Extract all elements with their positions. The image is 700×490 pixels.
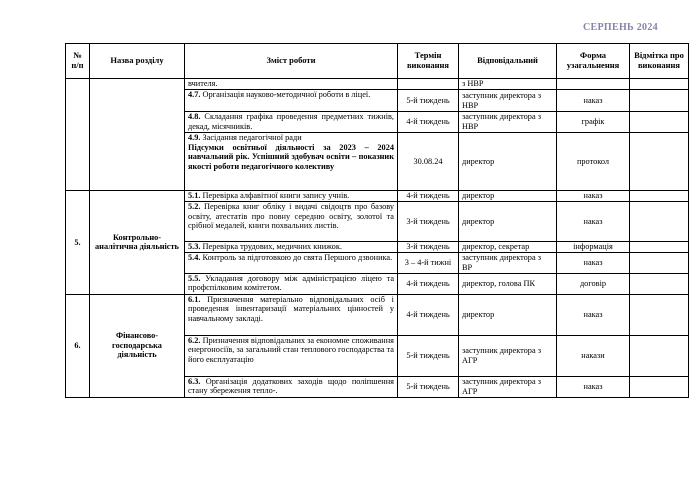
form-cell: наказ	[557, 376, 630, 397]
responsible-cell: директор, голова ПК	[459, 273, 557, 294]
responsible-cell: заступник директора з НВР	[459, 112, 557, 133]
responsible-cell: директор	[459, 133, 557, 191]
mark-cell	[630, 242, 689, 253]
form-cell: наказ	[557, 191, 630, 202]
content-cell: вчителя.	[185, 79, 398, 90]
header-row	[66, 44, 689, 79]
form-cell	[557, 79, 630, 90]
header-term: Термін виконання	[398, 44, 459, 79]
form-cell: наказ	[557, 202, 630, 242]
term-cell: 30.08.24	[398, 133, 459, 191]
responsible-cell: директор	[459, 202, 557, 242]
content-cell: 5.4. Контроль за підготовкою до свята Першого дзвоника.	[185, 252, 398, 273]
responsible-cell: заступник директора з НВР	[459, 90, 557, 112]
header-section: Назва розділу	[90, 44, 185, 79]
header-responsible: Відповідальний	[459, 44, 557, 79]
header-num: № п/п	[66, 44, 90, 79]
mark-cell	[630, 252, 689, 273]
term-cell: 4-й тиждень	[398, 273, 459, 294]
term-cell: 4-й тиждень	[398, 112, 459, 133]
header-mark: Відмітка про виконання	[630, 44, 689, 79]
responsible-cell: заступник директора з АГР	[459, 376, 557, 397]
form-cell: наказ	[557, 252, 630, 273]
responsible-cell: директор	[459, 294, 557, 335]
content-cell: 5.5. Укладання договору між адміністрацією ліцею та профспілковим комітетом.	[185, 273, 398, 294]
header-content: Зміст роботи	[185, 44, 398, 79]
term-cell	[398, 79, 459, 90]
content-cell: 5.3. Перевірка трудових, медичних книжок.	[185, 242, 398, 253]
section-name: Фінансово-господарська діяльність	[90, 294, 185, 397]
form-cell: накази	[557, 335, 630, 376]
mark-cell	[630, 79, 689, 90]
content-cell: 6.1. Призначення матеріально відповідальних осіб і проведення інвентаризації матеріальних цінностей у навчальному закладі.	[185, 294, 398, 335]
form-cell: протокол	[557, 133, 630, 191]
mark-cell	[630, 294, 689, 335]
section-cell	[90, 79, 185, 191]
responsible-cell: директор, секретар	[459, 242, 557, 253]
form-cell: договір	[557, 273, 630, 294]
content-cell: 4.8. Складання графіка проведення предметних тижнів, декад, місячників.	[185, 112, 398, 133]
mark-cell	[630, 335, 689, 376]
work-plan-table	[65, 43, 689, 398]
responsible-cell: директор	[459, 191, 557, 202]
term-cell: 4-й тиждень	[398, 294, 459, 335]
content-cell: 6.3. Організація додаткових заходів щодо поліпшення стану збереження тепло-.	[185, 376, 398, 397]
mark-cell	[630, 273, 689, 294]
responsible-cell: з НВР	[459, 79, 557, 90]
num-cell	[66, 79, 90, 191]
mark-cell	[630, 112, 689, 133]
mark-cell	[630, 90, 689, 112]
table-row	[66, 79, 689, 90]
responsible-cell: заступник директора з ВР	[459, 252, 557, 273]
term-cell: 3-й тиждень	[398, 242, 459, 253]
header-form: Форма узагальнення	[557, 44, 630, 79]
mark-cell	[630, 191, 689, 202]
term-cell: 5-й тиждень	[398, 376, 459, 397]
term-cell: 5-й тиждень	[398, 90, 459, 112]
term-cell: 4-й тиждень	[398, 191, 459, 202]
month-label: СЕРПЕНЬ 2024	[583, 22, 658, 33]
table-row	[66, 191, 689, 202]
responsible-cell: заступник директора з АГР	[459, 335, 557, 376]
mark-cell	[630, 133, 689, 191]
section-number: 6.	[66, 294, 90, 397]
term-cell: 3-й тиждень	[398, 202, 459, 242]
table-row	[66, 294, 689, 335]
form-cell: інформація	[557, 242, 630, 253]
form-cell: графік	[557, 112, 630, 133]
content-cell: 6.2. Призначення відповідальних за економне споживання енергоносіїв, за загальний стан теплового господарства та його експлуатацію	[185, 335, 398, 376]
form-cell: наказ	[557, 294, 630, 335]
form-cell: наказ	[557, 90, 630, 112]
content-cell: 5.1. Перевірка алфавітної книги запису учнів.	[185, 191, 398, 202]
section-name: Контрольно-аналітична діяльність	[90, 191, 185, 295]
content-cell: 4.7. Організація науково-методичної роботи в ліцеї.	[185, 90, 398, 112]
content-cell: 4.9. Засідання педагогічної ради Підсумки освітньої діяльності за 2023 – 2024 навчальний рік. Успішний здобувач освіти – показник якості роботи педагогічного колективу	[185, 133, 398, 191]
mark-cell	[630, 202, 689, 242]
section-number: 5.	[66, 191, 90, 295]
mark-cell	[630, 376, 689, 397]
term-cell: 3 – 4-й тижні	[398, 252, 459, 273]
content-cell: 5.2. Перевірка книг обліку і видачі свідоцтв про базову освіту, атестатів про повну середню освіту, золотої та срібної медалей, книги похвальних листів.	[185, 202, 398, 242]
term-cell: 5-й тиждень	[398, 335, 459, 376]
